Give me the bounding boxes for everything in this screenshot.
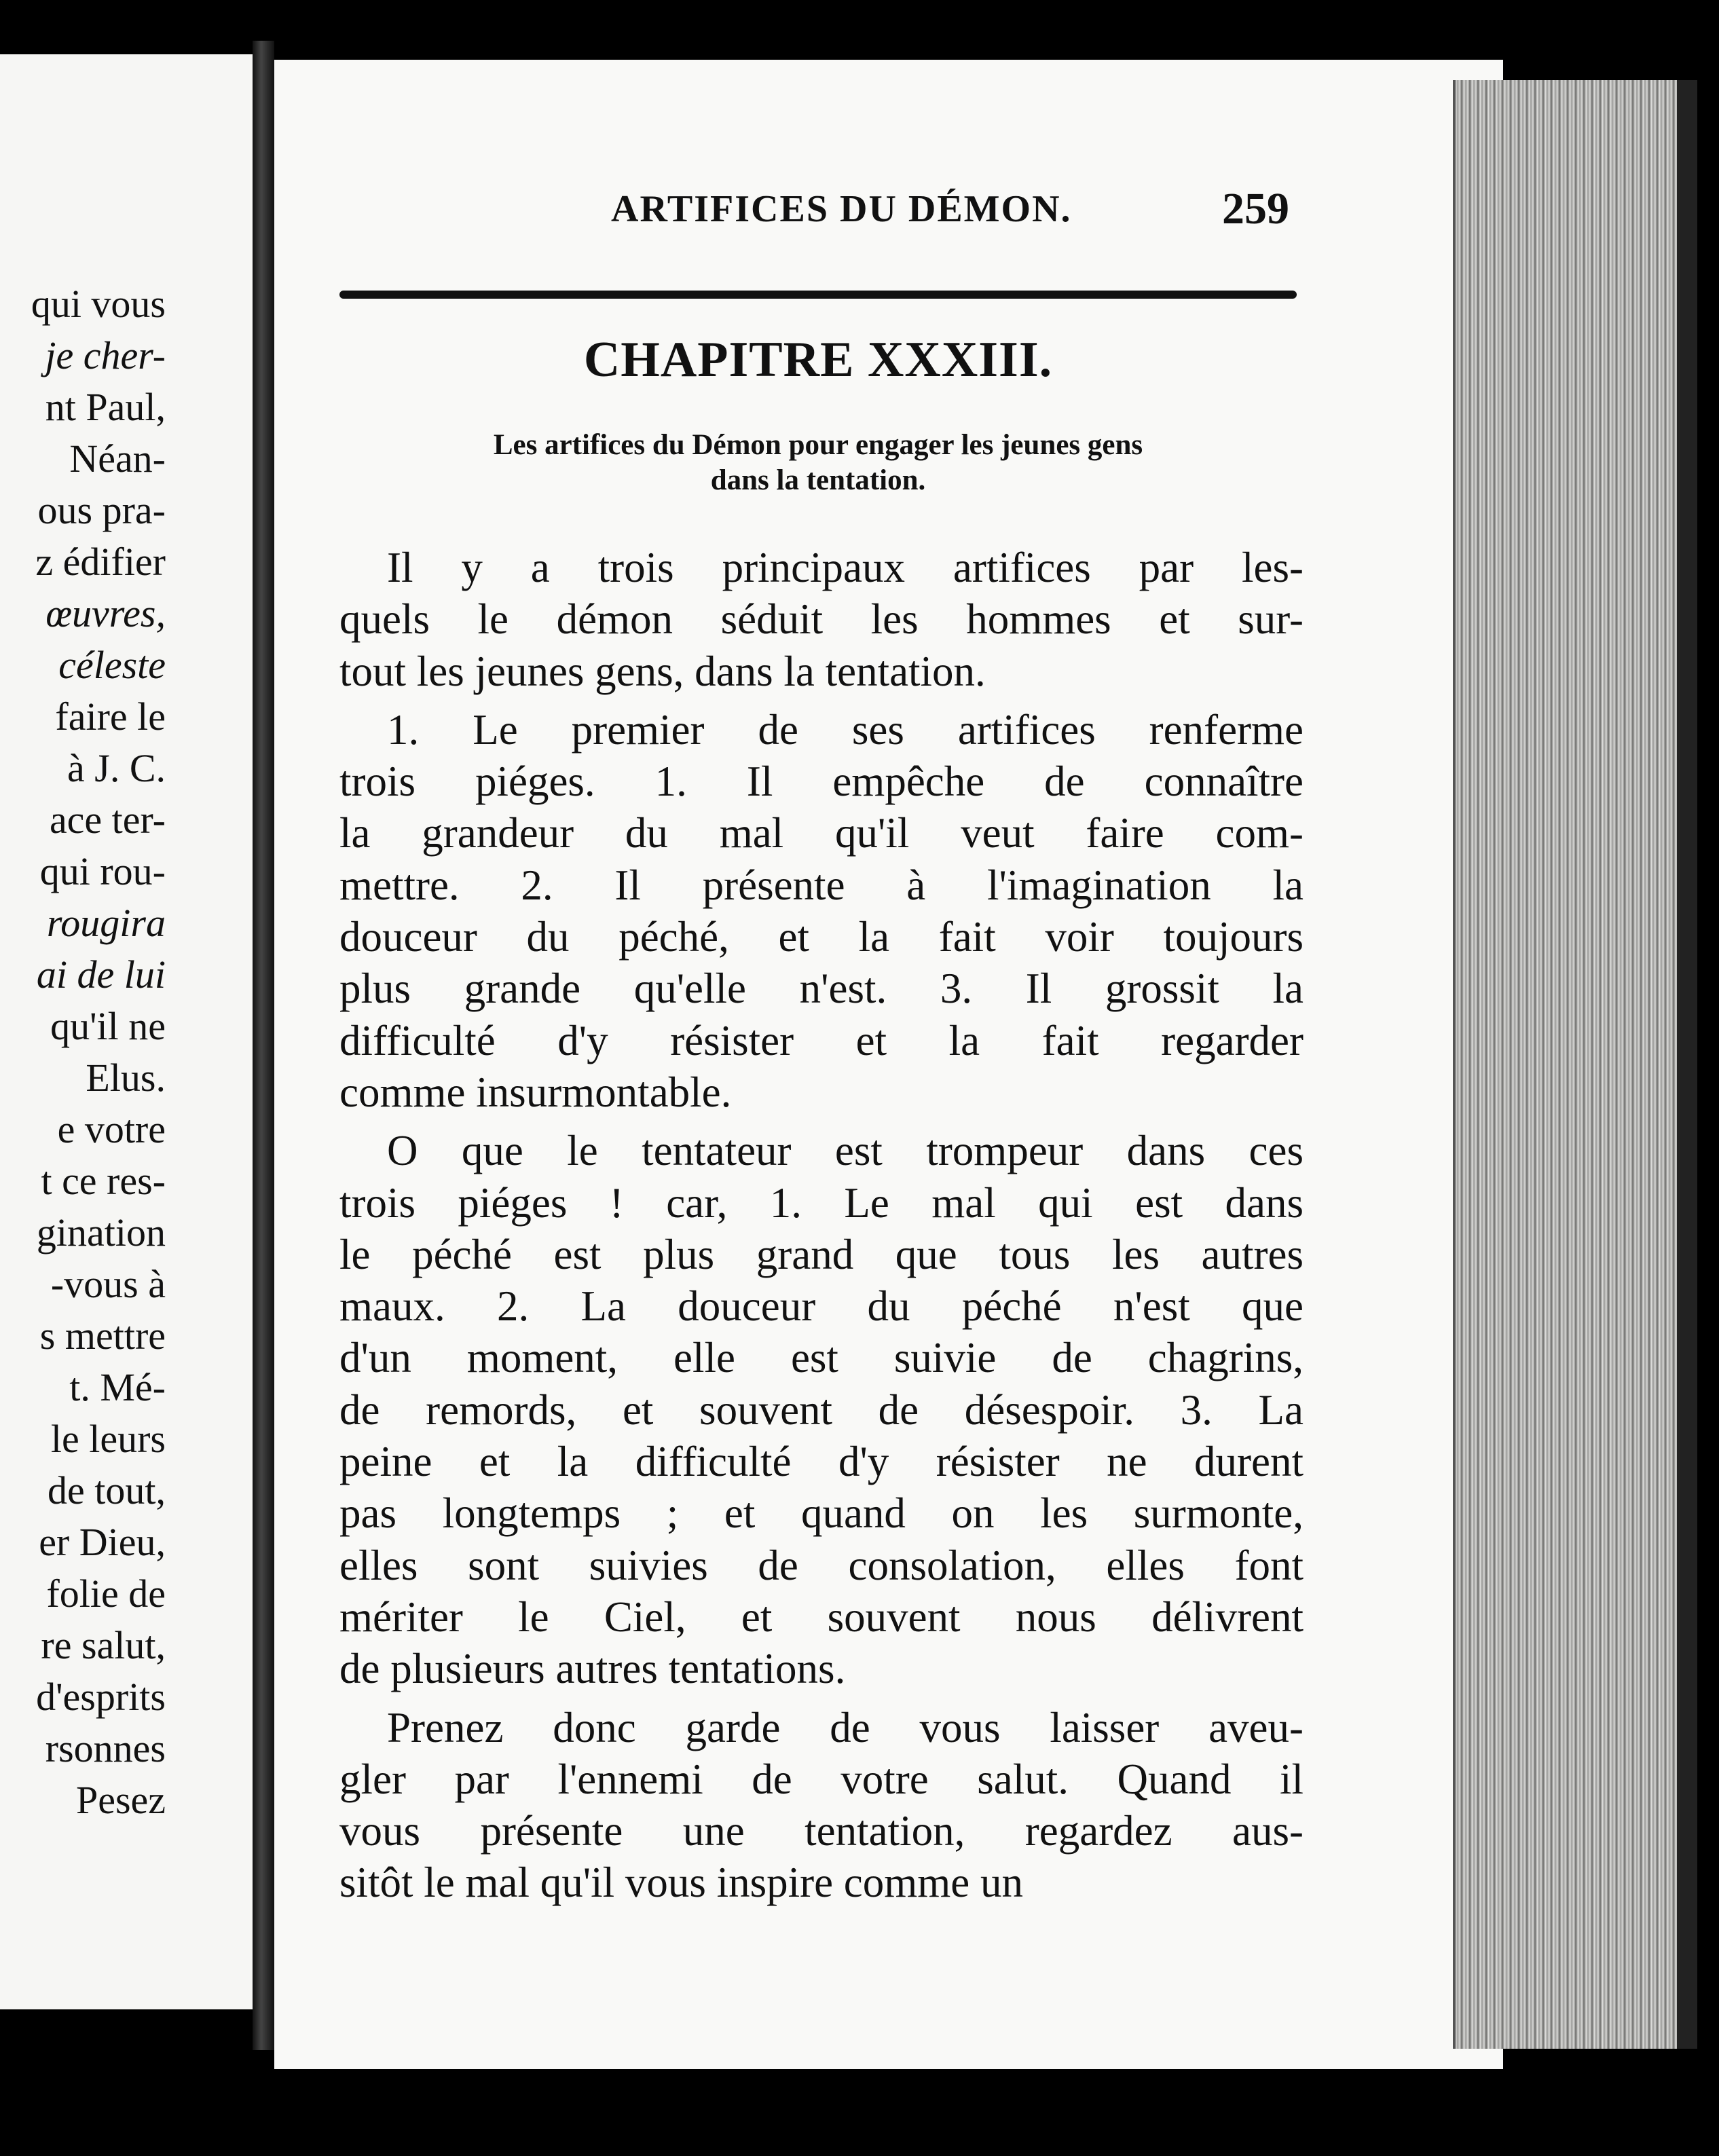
- body-text: [339, 542, 1304, 1909]
- page-edges: [1453, 80, 1680, 2049]
- left-page-line: œuvres,: [45, 591, 166, 635]
- text-line: difficulté d'y résister et la fait regarder: [339, 1016, 1304, 1064]
- paragraph: [339, 704, 1304, 1118]
- text-line: trois piéges ! car, 1. Le mal qui est dans: [339, 1178, 1304, 1227]
- left-page-line: le leurs: [50, 1417, 166, 1461]
- left-page-line: je cher-: [45, 333, 166, 377]
- left-page-line: qui vous: [31, 282, 166, 326]
- text-line: d'un moment, elle est suivie de chagrins,: [339, 1334, 1304, 1382]
- left-page-line: e votre: [57, 1107, 166, 1151]
- left-page-line: Pesez: [75, 1778, 166, 1822]
- text-line: sitôt le mal qu'il vous inspire comme un: [339, 1859, 1023, 1907]
- text-line: la grandeur du mal qu'il veut faire com-: [339, 809, 1304, 857]
- subtitle-line: dans la tentation.: [710, 464, 926, 496]
- left-page-line: faire le: [55, 694, 166, 739]
- text-line: O que le tentateur est trompeur dans ces: [387, 1127, 1304, 1175]
- left-page-line: de tout,: [48, 1468, 166, 1512]
- paragraph: [339, 1702, 1304, 1909]
- text-line: gler par l'ennemi de votre salut. Quand il: [339, 1755, 1304, 1803]
- text-line: le péché est plus grand que tous les autres: [339, 1230, 1304, 1278]
- left-page-line: à J. C.: [67, 746, 166, 790]
- left-page-line: nt Paul,: [45, 385, 166, 429]
- subtitle-line: Les artifices du Démon pour engager les jeunes gens: [493, 429, 1143, 461]
- text-line: de plusieurs autres tentations.: [339, 1645, 846, 1693]
- left-page-line: ai de lui: [36, 952, 166, 997]
- chapter-title: CHAPITRE XXXIII.: [583, 332, 1053, 388]
- left-page-line: t ce res-: [41, 1159, 166, 1203]
- text-line: Prenez donc garde de vous laisser aveu-: [387, 1703, 1304, 1751]
- left-page-line: d'esprits: [36, 1675, 166, 1719]
- text-line: pas longtemps ; et quand on les surmonte,: [339, 1489, 1304, 1538]
- page-number: 259: [1222, 184, 1289, 234]
- running-head: ARTIFICES DU DÉMON.: [611, 188, 1072, 230]
- left-page-line: ous pra-: [37, 488, 166, 532]
- text-line: quels le démon séduit les hommes et sur-: [339, 595, 1304, 644]
- text-line: de remords, et souvent de désespoir. 3. La: [339, 1386, 1304, 1434]
- paragraph: [339, 542, 1304, 697]
- text-line: plus grande qu'elle n'est. 3. Il grossit la: [339, 965, 1304, 1013]
- text-line: maux. 2. La douceur du péché n'est que: [339, 1282, 1304, 1331]
- left-page-line: er Dieu,: [39, 1520, 166, 1564]
- page-edges-shadow: [1677, 80, 1697, 2049]
- left-page-line: z édifier: [35, 540, 166, 584]
- left-page-line: qu'il ne: [50, 1004, 166, 1048]
- left-page-line: rsonnes: [45, 1726, 166, 1770]
- header-rule: [339, 291, 1297, 299]
- left-page-line: Néan-: [69, 436, 166, 481]
- chapter-subtitle: [339, 428, 1297, 498]
- left-page-line: Elus.: [86, 1056, 166, 1100]
- text-line: vous présente une tentation, regardez aus-: [339, 1807, 1304, 1855]
- text-line: comme insurmontable.: [339, 1068, 732, 1116]
- left-page-line: qui rou-: [39, 849, 166, 893]
- text-line: peine et la difficulté d'y résister ne durent: [339, 1438, 1304, 1486]
- text-line: trois piéges. 1. Il empêche de connaître: [339, 758, 1304, 806]
- left-page-line: folie de: [46, 1572, 166, 1616]
- text-line: 1. Le premier de ses artifices renferme: [387, 705, 1304, 754]
- left-page-line: céleste: [58, 643, 166, 687]
- book-gutter: [253, 41, 274, 2050]
- left-page-line: re salut,: [41, 1623, 166, 1667]
- paragraph: [339, 1125, 1304, 1694]
- text-line: tout les jeunes gens, dans la tentation.: [339, 647, 986, 695]
- text-line: mettre. 2. Il présente à l'imagination la: [339, 861, 1304, 909]
- text-line: Il y a trois principaux artifices par les-: [387, 544, 1304, 591]
- previous-page-fragment: [0, 54, 257, 2009]
- left-page-line: t. Mé-: [69, 1365, 166, 1409]
- left-page-line: s mettre: [39, 1314, 166, 1358]
- text-line: douceur du péché, et la fait voir toujours: [339, 913, 1304, 961]
- left-page-line: gination: [36, 1210, 166, 1254]
- left-page-line: -vous à: [50, 1262, 166, 1306]
- text-line: elles sont suivies de consolation, elles font: [339, 1541, 1304, 1589]
- text-line: mériter le Ciel, et souvent nous délivrent: [339, 1593, 1304, 1641]
- left-page-line: rougira: [46, 901, 166, 945]
- left-page-line: ace ter-: [49, 798, 166, 842]
